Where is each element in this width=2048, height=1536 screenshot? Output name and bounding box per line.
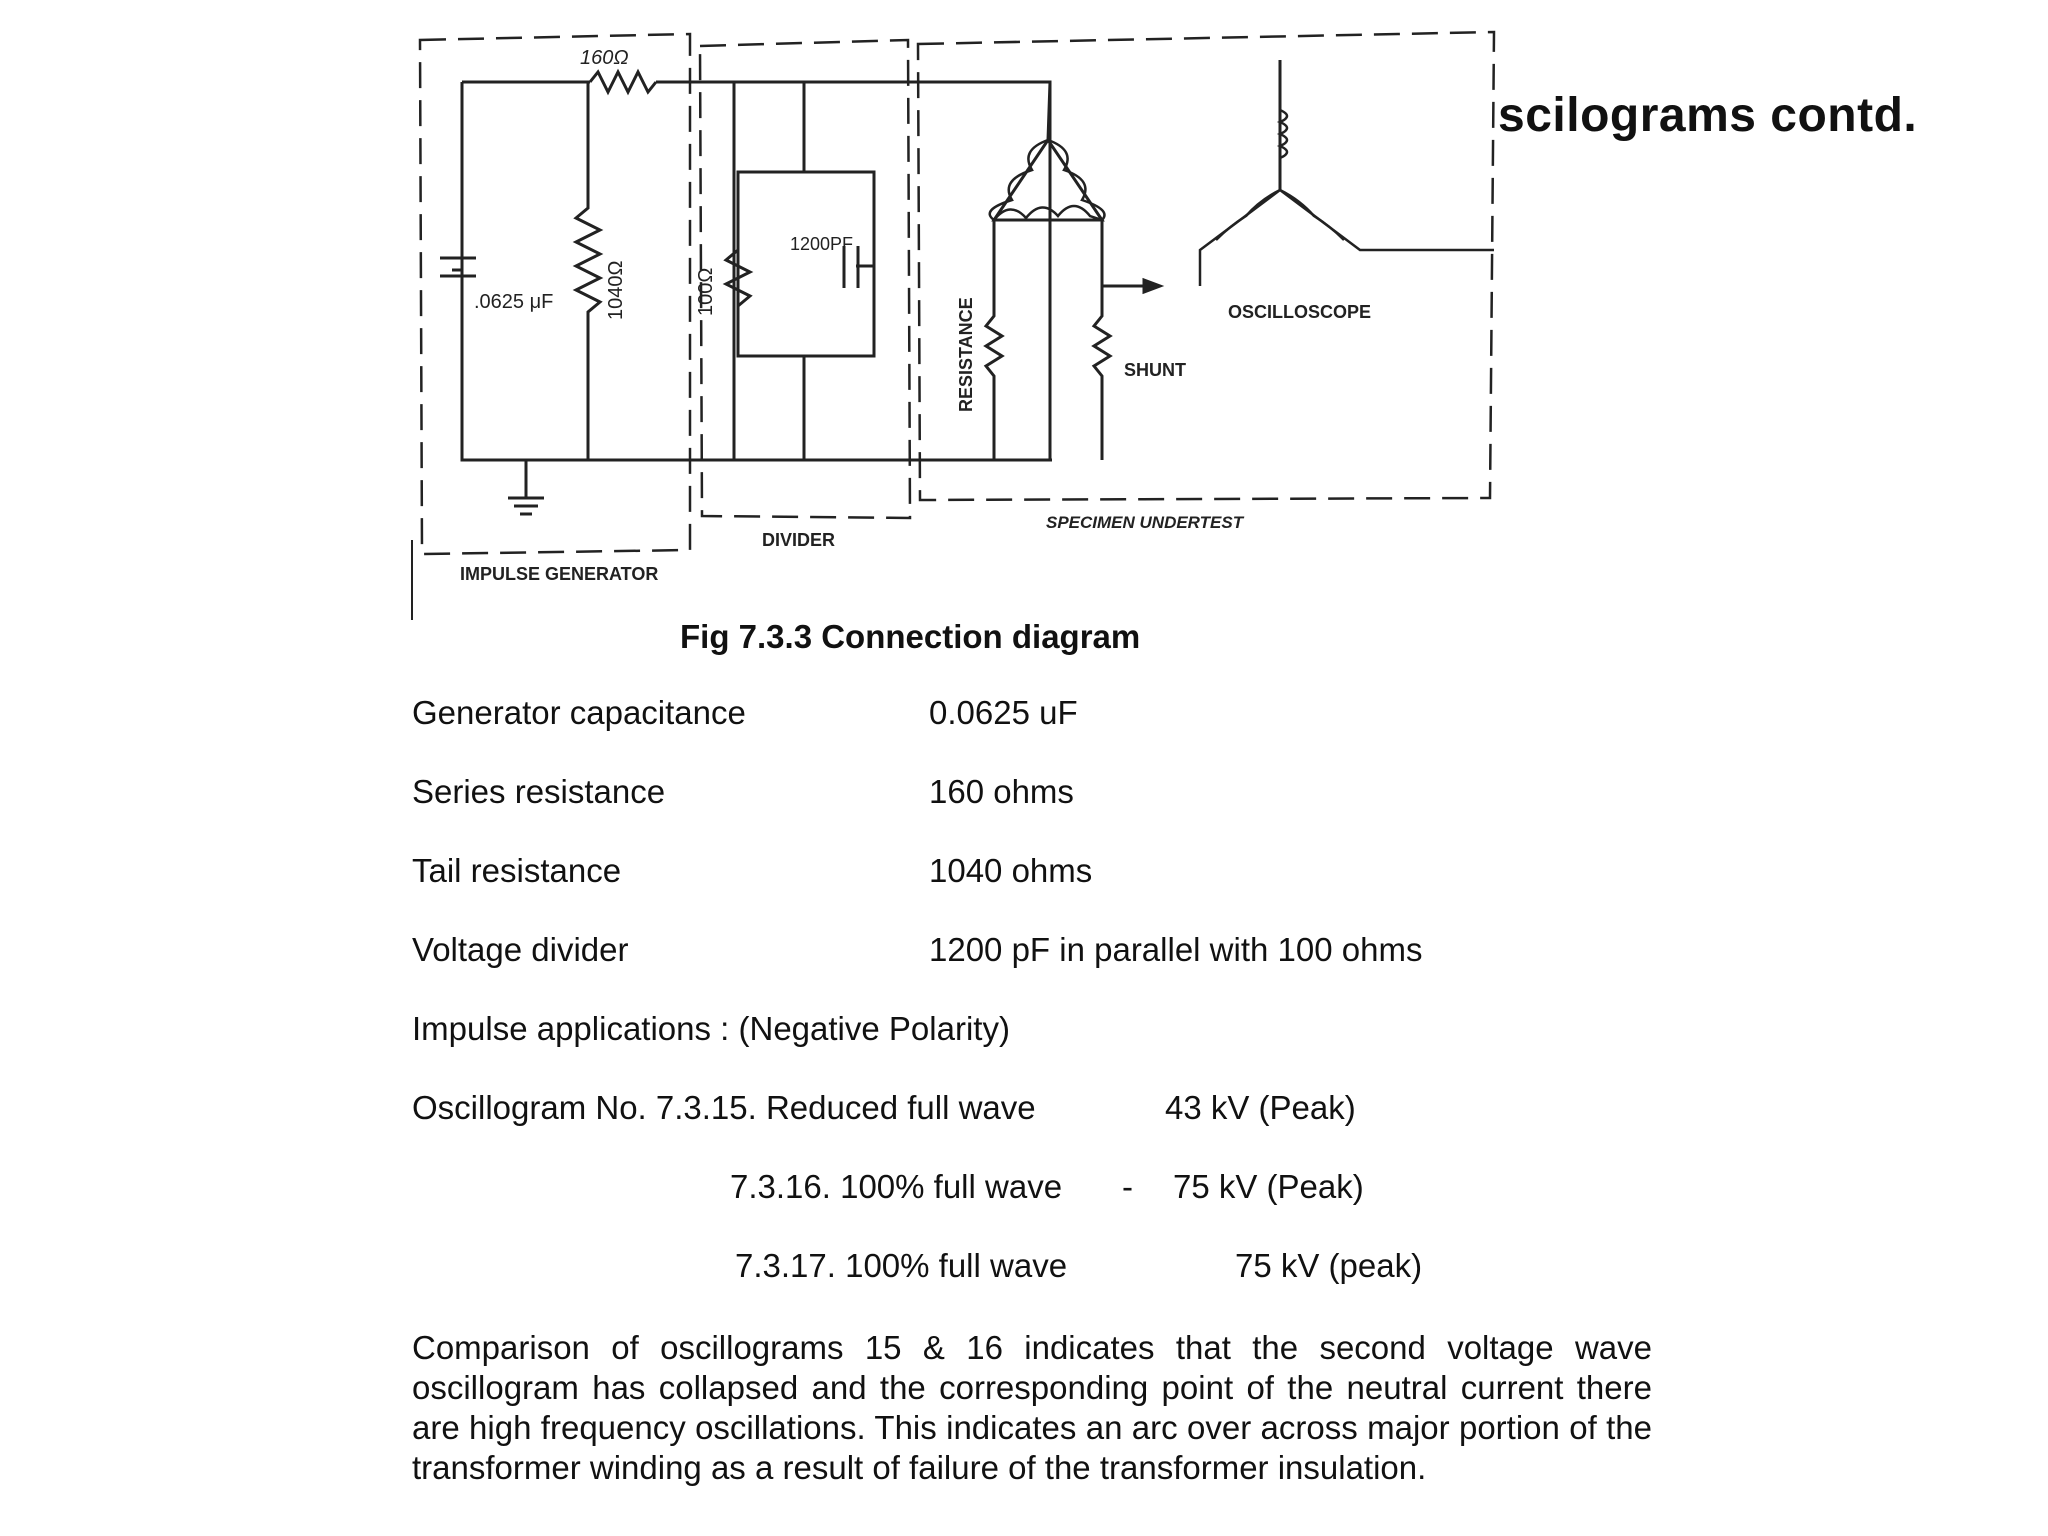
- specimen-box: [918, 32, 1494, 500]
- oscillogram-line: 7.3.17. 100% full wave: [735, 1247, 1068, 1284]
- figure-caption: Fig 7.3.3 Connection diagram: [680, 618, 1141, 655]
- impulse-generator-label: IMPULSE GENERATOR: [460, 564, 659, 584]
- slide-title: scilograms contd.: [1498, 89, 1918, 142]
- spec-label: Series resistance: [412, 773, 666, 810]
- divider-resistor-label: 100Ω: [695, 267, 717, 316]
- impulse-heading: Impulse applications : (Negative Polarity): [412, 1010, 1010, 1047]
- oscillogram-value: 75 kV (Peak): [1173, 1168, 1364, 1205]
- generator-capacitor-label: .0625 μF: [474, 291, 554, 313]
- resistance-label: RESISTANCE: [956, 297, 976, 412]
- spec-label: Generator capacitance: [412, 694, 746, 731]
- comparison-paragraph: Comparison of oscillograms 15 & 16 indicates that the second voltage wave oscillogram has collapsed and the corresponding point of the neutral current there are high frequency oscillations. This indicates an arc over across major portion of the transformer winding as a result of failure of the transformer insulation.: [412, 1329, 1652, 1486]
- tail-resistor-label: 1040Ω: [605, 260, 627, 320]
- spec-value: 0.0625 uF: [929, 694, 1078, 731]
- oscillogram-value: 75 kV (peak): [1235, 1247, 1423, 1284]
- oscillogram-line: 7.3.16. 100% full wave: [730, 1168, 1063, 1205]
- spec-value: 160 ohms: [929, 773, 1074, 810]
- series-resistor-label: 160Ω: [580, 47, 629, 69]
- oscillogram-dash: -: [1122, 1168, 1133, 1205]
- oscilloscope-label: OSCILLOSCOPE: [1228, 302, 1372, 322]
- shunt-label: SHUNT: [1124, 360, 1186, 380]
- oscillogram-value: 43 kV (Peak): [1165, 1089, 1356, 1126]
- oscillogram-line: Oscillogram No. 7.3.15. Reduced full wave: [412, 1089, 1036, 1126]
- series-resistor-zigzag: [590, 72, 656, 92]
- spec-label: Voltage divider: [412, 931, 629, 968]
- spec-value: 1200 pF in parallel with 100 ohms: [929, 931, 1423, 968]
- divider-label: DIVIDER: [762, 530, 836, 550]
- divider-capacitor-label: 1200PF: [790, 234, 854, 254]
- spec-label: Tail resistance: [412, 852, 622, 889]
- specimen-label: SPECIMEN UNDERTEST: [1046, 513, 1244, 532]
- spec-value: 1040 ohms: [929, 852, 1093, 889]
- connection-diagram: [400, 20, 1520, 620]
